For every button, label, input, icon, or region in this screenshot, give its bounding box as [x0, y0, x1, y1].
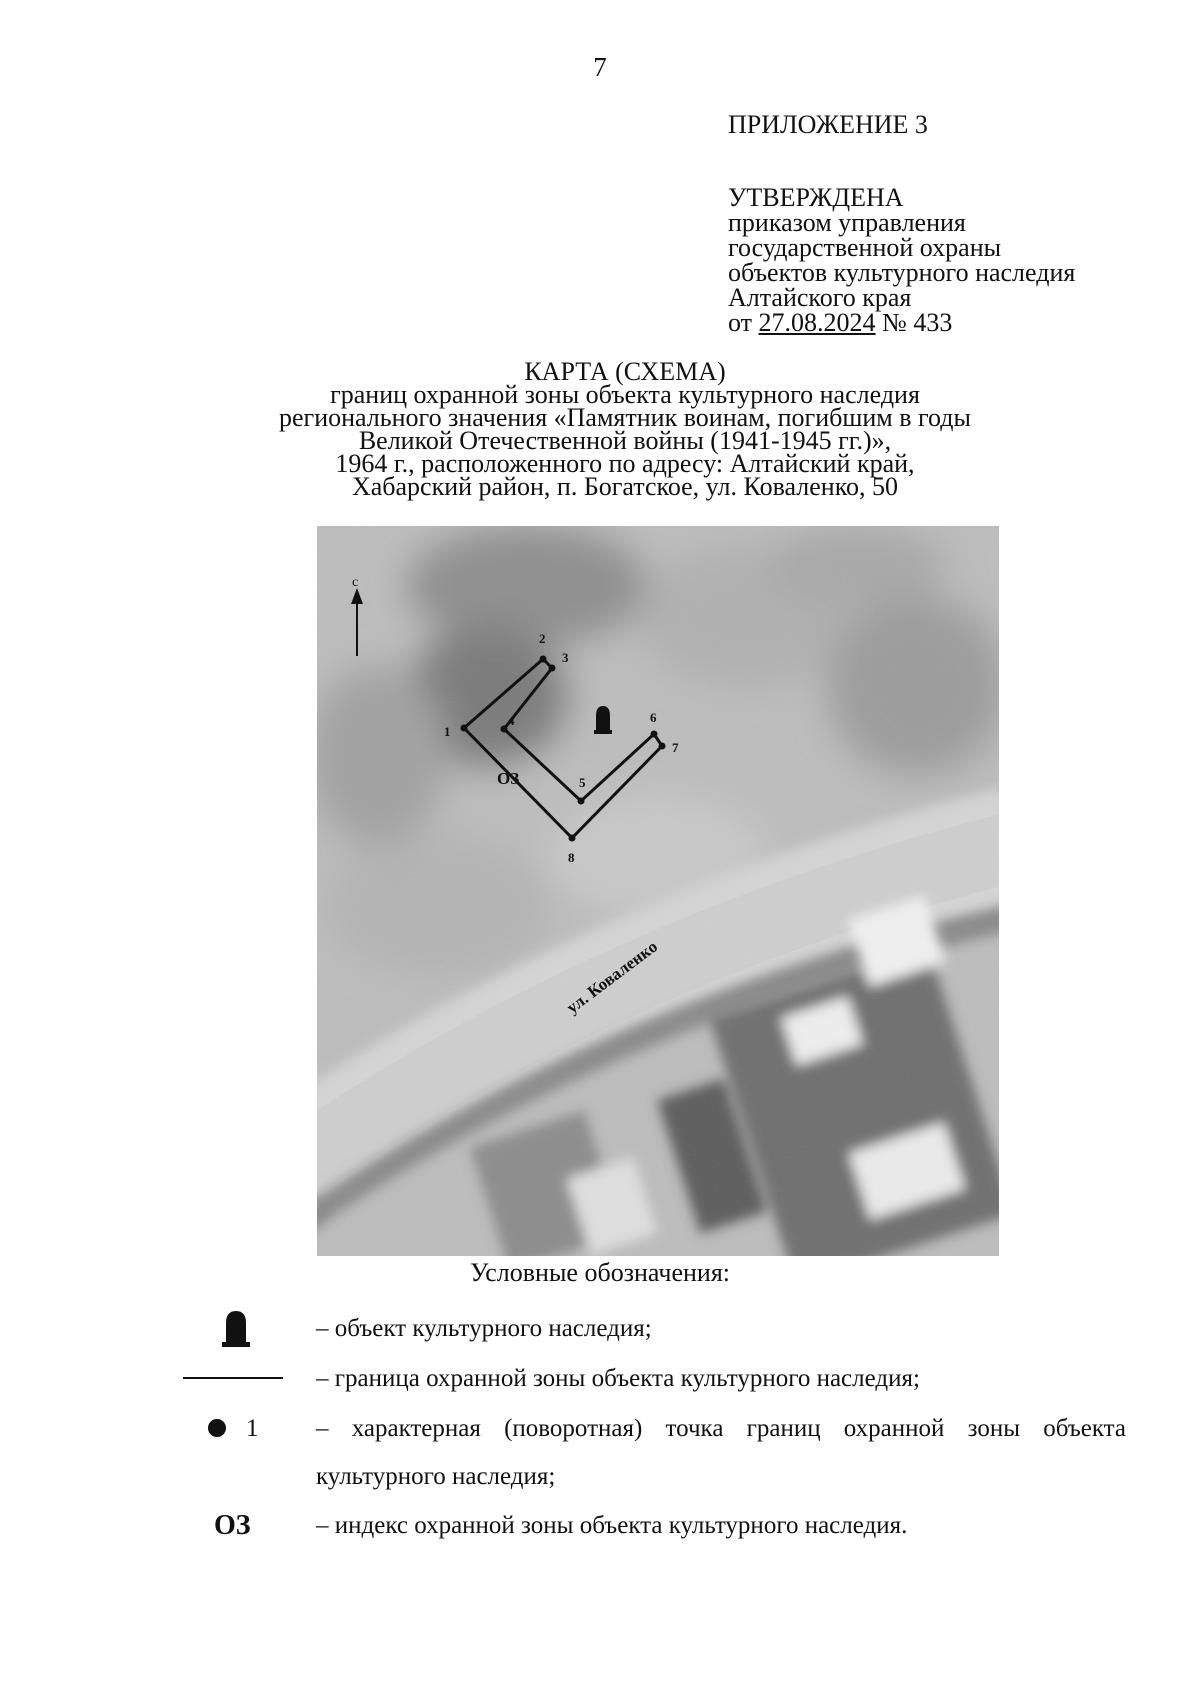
approved-label: УТВЕРЖДЕНА: [728, 183, 904, 212]
approval-line-4: Алтайского края: [728, 283, 912, 312]
approval-block: [728, 112, 1075, 335]
monument-icon: [222, 1309, 252, 1349]
boundary-point-label-7: 7: [672, 740, 679, 755]
map-title: [200, 357, 1050, 501]
boundary-point-1: [461, 725, 468, 732]
zone-label: ОЗ: [497, 769, 520, 788]
zone-index-symbol: ОЗ: [214, 1510, 251, 1541]
boundary-point-label-5: 5: [579, 775, 586, 790]
boundary-point-6: [651, 731, 658, 738]
title-line-1: КАРТА (СХЕМА): [524, 357, 726, 386]
point-number-symbol: 1: [246, 1415, 259, 1442]
legend-text-point: – характерная (поворотная) точка границ охранной зоны объекта культурного наследия;: [316, 1415, 1126, 1490]
street-label: ул. Коваленко: [562, 936, 662, 1018]
boundary-line-symbol: [183, 1377, 283, 1379]
page-number: 7: [593, 52, 607, 82]
legend-text-boundary: – граница охранной зоны объекта культурного наследия;: [316, 1365, 920, 1392]
boundary-point-2: [540, 656, 547, 663]
title-line-4: Великой Отечественной войны (1941-1945 гг.)»,: [358, 426, 892, 455]
map-image: [317, 526, 999, 1256]
approval-line-3: объектов культурного наследия: [728, 258, 1076, 287]
legend-text-zone-index: – индекс охранной зоны объекта культурного наследия.: [316, 1512, 908, 1539]
boundary-point-label-3: 3: [562, 650, 569, 665]
approval-line-2: государственной охраны: [728, 233, 1002, 262]
approval-date-line: [728, 310, 1075, 335]
legend-text-monument: – объект культурного наследия;: [316, 1315, 652, 1342]
map-scheme: [317, 526, 999, 1256]
boundary-point-4: [501, 726, 508, 733]
approval-number: № 433: [882, 308, 953, 337]
legend-title: Условные обозначения:: [469, 1258, 731, 1287]
title-line-2: границ охранной зоны объекта культурного наследия: [330, 380, 920, 409]
title-line-6: Хабарский район, п. Богатское, ул. Коваленко, 50: [351, 472, 899, 501]
title-line-3: регионального значения «Памятник воинам, погибшим в годы: [279, 403, 971, 432]
point-dot-icon: [208, 1419, 226, 1437]
boundary-point-label-8: 8: [568, 850, 575, 865]
approval-date: 27.08.2024: [758, 308, 876, 337]
date-prefix: от: [728, 308, 753, 337]
boundary-point-label-2: 2: [539, 631, 546, 646]
north-label: с: [352, 575, 359, 590]
appendix-label: ПРИЛОЖЕНИЕ 3: [728, 110, 928, 139]
title-line-5: 1964 г., расположенного по адресу: Алтайский край,: [335, 449, 915, 478]
boundary-point-label-6: 6: [650, 710, 657, 725]
approval-line-1: приказом управления: [728, 208, 966, 237]
boundary-point-3: [549, 665, 556, 672]
boundary-point-5: [578, 798, 585, 805]
boundary-point-label-1: 1: [444, 724, 451, 739]
boundary-point-8: [569, 835, 576, 842]
boundary-point-label-4: 4: [508, 713, 515, 728]
boundary-point-7: [659, 743, 666, 750]
